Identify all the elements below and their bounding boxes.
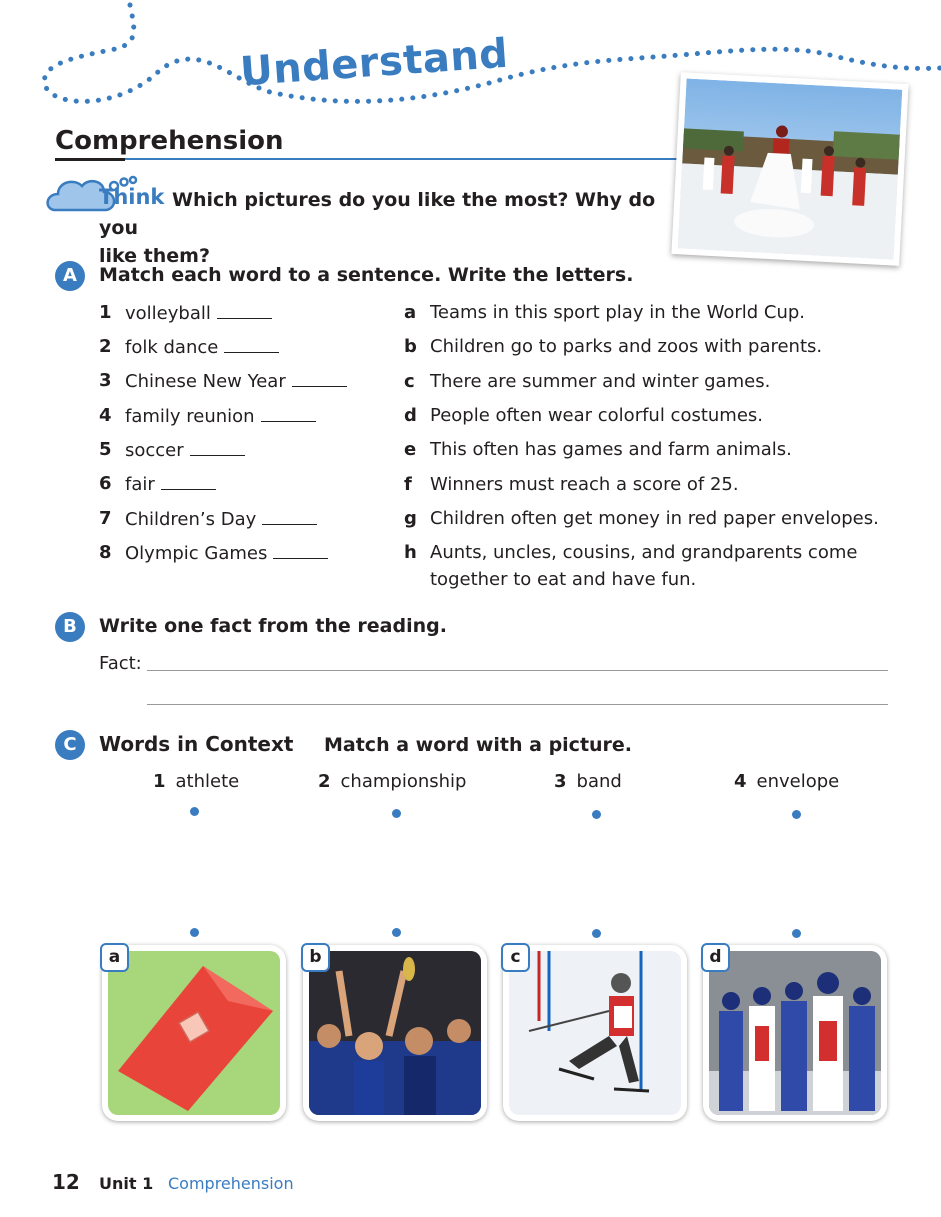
page-number: 12: [52, 1170, 80, 1194]
sentence-letter: f: [404, 474, 412, 495]
words-in-context-title: Words in Context: [99, 732, 294, 756]
sentence-text: Children often get money in red paper envelopes.: [430, 508, 879, 529]
answer-blank[interactable]: [261, 404, 316, 422]
section-c-instruction: Match a word with a picture.: [324, 734, 633, 756]
picture-red-envelope: [102, 945, 286, 1121]
picture-label: a: [100, 943, 129, 972]
picture-label: b: [301, 943, 330, 972]
folk-dance-photo: [671, 72, 908, 266]
sentence-text: Aunts, uncles, cousins, and grandparents come together to eat and have fun.: [430, 542, 858, 590]
word-number: 4: [99, 405, 112, 426]
context-word-text: band: [576, 771, 622, 792]
section-b-instruction: Write one fact from the reading.: [99, 615, 447, 637]
picture-label: d: [701, 943, 730, 972]
answer-blank[interactable]: [190, 438, 245, 456]
picture-match-dot[interactable]: [392, 928, 401, 937]
sentence-letter: a: [404, 302, 417, 323]
context-word-number: 1: [153, 771, 166, 792]
context-word: [734, 771, 839, 792]
sentence-text: There are summer and winter games.: [430, 371, 771, 392]
think-question: [99, 186, 669, 270]
word-match-dot[interactable]: [792, 810, 801, 819]
picture-label: c: [501, 943, 530, 972]
context-word-number: 2: [318, 771, 331, 792]
fact-answer-line[interactable]: [147, 704, 888, 705]
context-word-text: envelope: [756, 771, 840, 792]
answer-blank[interactable]: [161, 472, 216, 490]
picture-marching-band: [703, 945, 887, 1121]
think-line2: like them?: [99, 245, 210, 267]
picture-match-dot[interactable]: [190, 928, 199, 937]
answer-blank[interactable]: [273, 541, 328, 559]
picture-match-dot[interactable]: [792, 929, 801, 938]
word-number: 2: [99, 336, 112, 357]
sentence-text: Children go to parks and zoos with parents.: [430, 336, 823, 357]
word-text: family reunion: [125, 406, 255, 427]
answer-blank[interactable]: [292, 369, 347, 387]
section-a-instruction: Match each word to a sentence. Write the letters.: [99, 264, 634, 286]
sentence-text: Teams in this sport play in the World Cup.: [430, 302, 806, 323]
sentence-letter: h: [404, 542, 417, 563]
word-text: Children’s Day: [125, 509, 257, 530]
word-number: 5: [99, 439, 112, 460]
fact-label: Fact:: [99, 653, 142, 674]
sentence-letter: d: [404, 405, 417, 426]
section-c-marker: C: [55, 730, 85, 760]
sentence-letter: e: [404, 439, 417, 460]
context-word-text: championship: [340, 771, 467, 792]
section-b-marker: B: [55, 612, 85, 642]
word-number: 8: [99, 542, 112, 563]
word-number: 7: [99, 508, 112, 529]
word-text: Olympic Games: [125, 543, 268, 564]
word-text: Chinese New Year: [125, 371, 286, 392]
answer-blank[interactable]: [224, 335, 279, 353]
sentence-letter: c: [404, 371, 415, 392]
word-text: soccer: [125, 440, 184, 461]
context-word-text: athlete: [175, 771, 240, 792]
word-number: 6: [99, 473, 112, 494]
context-word: [318, 771, 466, 792]
picture-soccer-team: [303, 945, 487, 1121]
picture-skier: [503, 945, 687, 1121]
heading-rule-blue: [125, 158, 680, 160]
sentence-letter: b: [404, 336, 417, 357]
heading-rule: [55, 158, 125, 161]
word-text: folk dance: [125, 337, 219, 358]
sentence-text: People often wear colorful costumes.: [430, 405, 764, 426]
section-title: Understand: [238, 30, 510, 96]
sentence-text: Winners must reach a score of 25.: [430, 474, 739, 495]
comprehension-heading: Comprehension: [55, 126, 284, 156]
picture-match-dot[interactable]: [592, 929, 601, 938]
word-match-dot[interactable]: [392, 809, 401, 818]
unit-label: Unit 1: [99, 1174, 154, 1193]
answer-blank[interactable]: [217, 301, 272, 319]
context-word: [554, 771, 622, 792]
fact-answer-line[interactable]: [147, 670, 888, 671]
sentence-text: This often has games and farm animals.: [430, 439, 792, 460]
word-text: volleyball: [125, 303, 211, 324]
answer-blank[interactable]: [262, 507, 317, 525]
section-a-marker: A: [55, 261, 85, 291]
think-line1: Which pictures do you like the most? Why do you: [99, 189, 656, 239]
word-match-dot[interactable]: [592, 810, 601, 819]
context-word-number: 4: [734, 771, 747, 792]
footer-section-label: Comprehension: [168, 1174, 294, 1193]
think-label: Think: [99, 185, 165, 209]
sentence-letter: g: [404, 508, 417, 529]
context-word-number: 3: [554, 771, 567, 792]
word-number: 3: [99, 370, 112, 391]
word-text: fair: [125, 474, 155, 495]
word-number: 1: [99, 302, 112, 323]
word-match-dot[interactable]: [190, 807, 199, 816]
context-word: [153, 771, 239, 792]
